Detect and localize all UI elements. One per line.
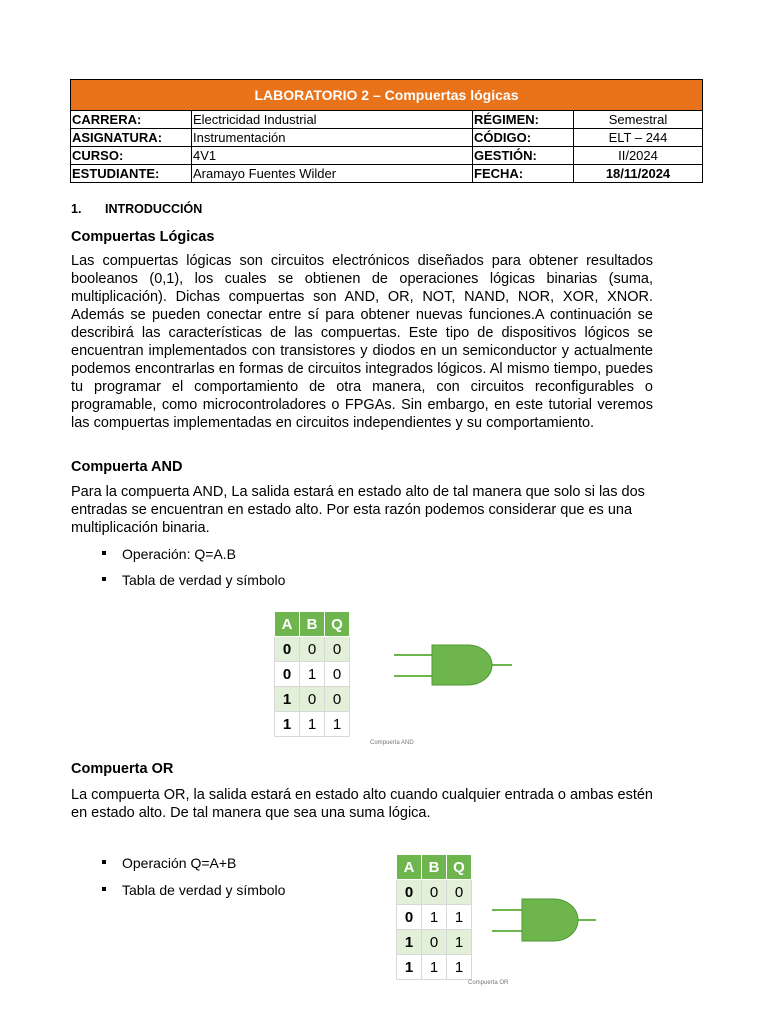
section-number: 1. xyxy=(71,202,82,216)
table-row xyxy=(397,905,472,930)
or-operation-text: Operación Q=A+B xyxy=(122,855,237,871)
header-row xyxy=(71,147,703,165)
table-cell: 0 xyxy=(397,880,422,905)
logic-paragraph: Las compuertas lógicas son circuitos electrónicos diseñados para obtener resultados booleanos (0,1), los cuales se obtienen de operaciones lógicas binarias (suma, multiplicación). Dichas compuertas son AND, OR, NOT, NAND, NOR, XOR, XNOR. Además se pueden conectar entre sí para obtener nuevas funciones.A continuación se describirá las características de las compuertas. Este tipo de dispositivos lógicos se encuentran implementados con transistores y diodos en un semiconductor y actualmente podemos encontrarlas en formas de circuitos integrados lógicos. Al mismo tiempo, puedes tu programar el comportamiento de otra manera, con circuitos reconfigurables o programable, como microcontroladores o FPGAs. Sin embargo, en este tutorial veremos las compuertas implementadas en circuitos independientes y su comportamiento. xyxy=(71,253,653,431)
or-paragraph: La compuerta OR, la salida estará en estado alto cuando cualquier entrada o ambas estén en estado alto. De tal manera que sea una suma lógica. xyxy=(71,787,653,821)
table-row xyxy=(275,712,350,737)
label-estudiante: ESTUDIANTE: xyxy=(71,165,192,183)
and-bullet-table xyxy=(102,572,285,588)
section-heading xyxy=(71,202,202,216)
and-table-text: Tabla de verdad y símbolo xyxy=(122,572,286,588)
table-cell: 1 xyxy=(300,712,325,737)
and-header-b: B xyxy=(300,612,325,637)
table-row xyxy=(397,955,472,980)
label-regimen: RÉGIMEN: xyxy=(473,111,574,129)
and-caption: Compuerta AND xyxy=(370,740,414,746)
table-cell: 0 xyxy=(300,637,325,662)
label-asignatura: ASIGNATURA: xyxy=(71,129,192,147)
value-fecha: 18/11/2024 xyxy=(574,165,703,183)
or-bullet-operation xyxy=(102,855,236,871)
table-cell: 0 xyxy=(275,637,300,662)
table-cell: 1 xyxy=(447,905,472,930)
lab-title: LABORATORIO 2 – Compuertas lógicas xyxy=(71,80,703,111)
table-cell: 1 xyxy=(422,905,447,930)
table-cell: 0 xyxy=(325,687,350,712)
or-header-a: A xyxy=(397,855,422,880)
table-cell: 0 xyxy=(422,880,447,905)
table-row xyxy=(397,930,472,955)
or-caption: Compuerta OR xyxy=(468,980,509,986)
header-row xyxy=(71,129,703,147)
header-table xyxy=(70,79,703,183)
table-cell: 0 xyxy=(422,930,447,955)
table-cell: 1 xyxy=(275,712,300,737)
table-row xyxy=(397,880,472,905)
or-bullet-table xyxy=(102,882,285,898)
table-cell: 1 xyxy=(275,687,300,712)
or-header-b: B xyxy=(422,855,447,880)
table-row xyxy=(275,687,350,712)
and-gate-icon xyxy=(394,640,516,690)
header-row xyxy=(71,165,703,183)
value-gestion: II/2024 xyxy=(574,147,703,165)
label-curso: CURSO: xyxy=(71,147,192,165)
table-cell: 1 xyxy=(447,930,472,955)
or-heading: Compuerta OR xyxy=(71,761,174,777)
and-truth-table xyxy=(274,611,350,737)
value-regimen: Semestral xyxy=(574,111,703,129)
table-cell: 1 xyxy=(300,662,325,687)
and-heading: Compuerta AND xyxy=(71,459,183,475)
table-cell: 0 xyxy=(325,637,350,662)
section-title: INTRODUCCIÓN xyxy=(105,202,203,216)
and-bullet-operation xyxy=(102,546,236,562)
label-fecha: FECHA: xyxy=(473,165,574,183)
and-header-q: Q xyxy=(325,612,350,637)
logic-heading: Compuertas Lógicas xyxy=(71,229,215,245)
table-cell: 1 xyxy=(397,955,422,980)
table-row xyxy=(275,662,350,687)
label-carrera: CARRERA: xyxy=(71,111,192,129)
table-cell: 0 xyxy=(300,687,325,712)
value-asignatura: Instrumentación xyxy=(192,129,473,147)
and-paragraph: Para la compuerta AND, La salida estará en estado alto de tal manera que solo si las dos entradas se encuentran en estado alto. Por esta razón podemos considerar que es una multiplicación binaria. xyxy=(71,484,645,536)
or-table-text: Tabla de verdad y símbolo xyxy=(122,882,286,898)
table-cell: 1 xyxy=(325,712,350,737)
table-cell: 0 xyxy=(325,662,350,687)
table-row xyxy=(275,637,350,662)
or-gate-icon xyxy=(492,895,598,945)
or-header-q: Q xyxy=(447,855,472,880)
value-codigo: ELT – 244 xyxy=(574,129,703,147)
value-estudiante: Aramayo Fuentes Wilder xyxy=(192,165,473,183)
label-gestion: GESTIÓN: xyxy=(473,147,574,165)
label-codigo: CÓDIGO: xyxy=(473,129,574,147)
table-cell: 1 xyxy=(397,930,422,955)
value-curso: 4V1 xyxy=(192,147,473,165)
table-cell: 1 xyxy=(447,955,472,980)
header-row xyxy=(71,111,703,129)
table-cell: 0 xyxy=(447,880,472,905)
and-header-a: A xyxy=(275,612,300,637)
and-operation-text: Operación: Q=A.B xyxy=(122,546,237,562)
table-cell: 0 xyxy=(397,905,422,930)
table-cell: 1 xyxy=(422,955,447,980)
value-carrera: Electricidad Industrial xyxy=(192,111,473,129)
or-truth-table xyxy=(396,854,472,980)
table-cell: 0 xyxy=(275,662,300,687)
